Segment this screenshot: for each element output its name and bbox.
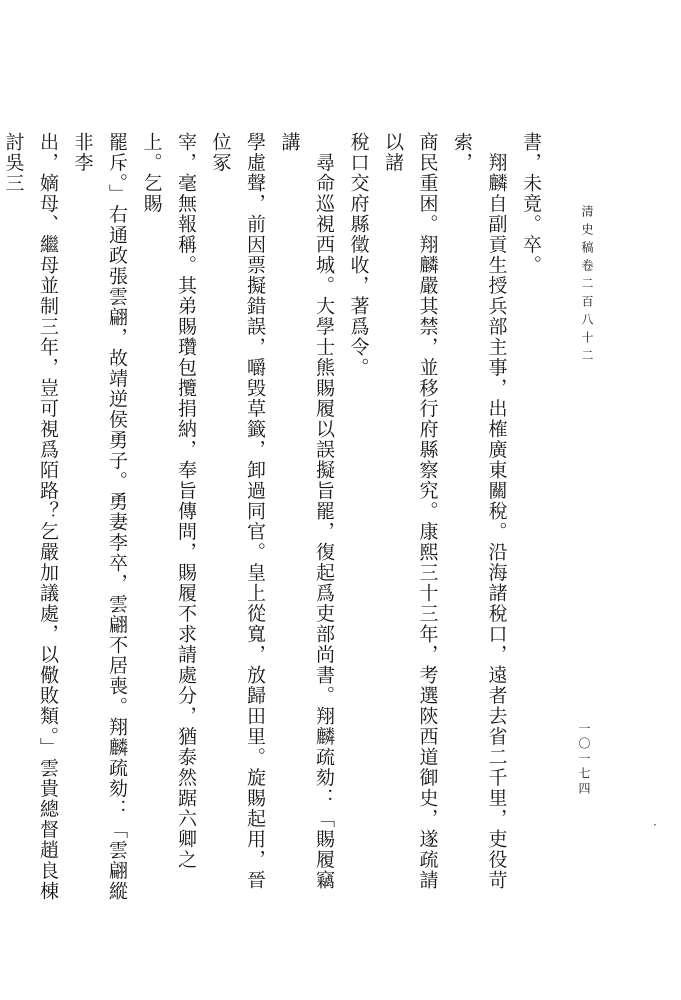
text-column: 商民重困。翔麟嚴其禁，並移行府縣察究。康熙三十三年，考選陝西道御史，遂疏請以諸: [382, 132, 439, 891]
text-column: 罷斥。」右通政張雲翩，故靖逆侯勇子。勇妻李卒，雲翩不居喪。翔麟疏劾：「雲翩縱非李: [71, 132, 128, 902]
text-column: 學虛聲，前因票擬錯誤，嚼毁草籤，卸過同官。皇上從寬，放歸田里。旋賜起用，晉位冢: [209, 132, 266, 891]
text-column: 翔麟自副貢生授兵部主事，出榷廣東關稅。沿海諸稅口，遠者去省二千里，吏役苛索，: [451, 132, 508, 891]
running-header-title: 清史稿卷二百八十二: [580, 205, 594, 367]
vertical-text-body: [2, 132, 548, 904]
text-column: 書，未竟。卒。: [520, 132, 542, 276]
print-speck: ·: [653, 818, 657, 832]
text-column: 尋命巡視西城。大學士熊賜履以誤擬旨罷，復起爲吏部尚書。翔麟疏劾：「賜履竊講: [278, 132, 335, 891]
text-column: 宰，毫無報稱。其弟賜瓚包攬捐納，奉旨傳問，賜履不求請處分，猶泰然踞六卿之上。乞賜: [140, 132, 197, 870]
page-number: 一〇一七四: [577, 722, 591, 797]
text-column: 稅口交府縣徵收，著爲令。: [347, 132, 370, 378]
text-column: 出，嫡母、繼母並制三年，豈可視爲陌路？乞嚴加議處，以儆敗類。」雲貴總督趙良棟討吳三: [2, 132, 59, 902]
